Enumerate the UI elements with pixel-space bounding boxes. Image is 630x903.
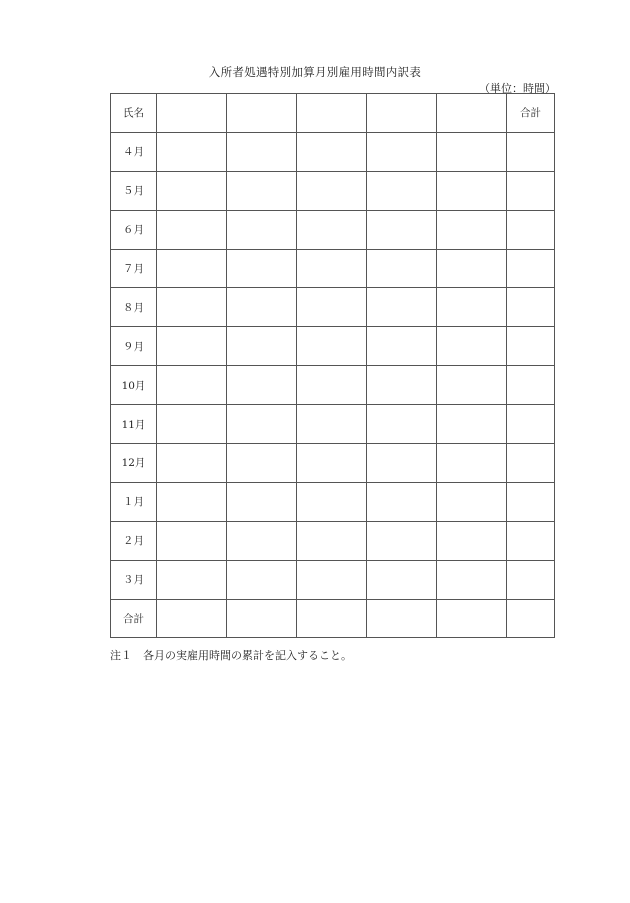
row-label-cell: 10月 (111, 366, 157, 405)
row-total-cell[interactable] (507, 405, 555, 444)
hours-entry-cell[interactable] (367, 366, 437, 405)
row-label-cell: ３月 (111, 560, 157, 599)
hours-entry-cell[interactable] (367, 132, 437, 171)
hours-entry-cell[interactable] (227, 288, 297, 327)
table-row (111, 560, 555, 599)
row-total-cell[interactable] (507, 599, 555, 638)
hours-entry-cell[interactable] (437, 444, 507, 483)
table-row (111, 444, 555, 483)
hours-entry-cell[interactable] (367, 599, 437, 638)
hours-entry-cell[interactable] (227, 171, 297, 210)
hours-entry-cell[interactable] (157, 444, 227, 483)
footnote: 注１ 各月の実雇用時間の累計を記入すること。 (110, 649, 352, 662)
table-row (111, 327, 555, 366)
hours-entry-cell[interactable] (227, 327, 297, 366)
hours-entry-cell[interactable] (367, 171, 437, 210)
hours-entry-cell[interactable] (157, 482, 227, 521)
name-entry-cell[interactable] (297, 94, 367, 133)
hours-entry-cell[interactable] (157, 599, 227, 638)
hours-entry-cell[interactable] (367, 521, 437, 560)
hours-entry-cell[interactable] (437, 405, 507, 444)
row-label-cell: ５月 (111, 171, 157, 210)
name-header-cell: 氏名 (111, 94, 157, 133)
hours-entry-cell[interactable] (157, 249, 227, 288)
hours-entry-cell[interactable] (297, 405, 367, 444)
table-row (111, 482, 555, 521)
row-total-cell[interactable] (507, 288, 555, 327)
hours-entry-cell[interactable] (437, 366, 507, 405)
row-label-cell: 12月 (111, 444, 157, 483)
name-entry-cell[interactable] (367, 94, 437, 133)
document-title: 入所者処遇特別加算月別雇用時間内訳表 (208, 65, 422, 79)
monthly-hours-table (110, 93, 555, 638)
hours-entry-cell[interactable] (367, 482, 437, 521)
row-label-cell: ９月 (111, 327, 157, 366)
hours-entry-cell[interactable] (367, 327, 437, 366)
hours-entry-cell[interactable] (437, 288, 507, 327)
table-row (111, 210, 555, 249)
hours-entry-cell[interactable] (157, 521, 227, 560)
hours-entry-cell[interactable] (227, 560, 297, 599)
hours-entry-cell[interactable] (297, 132, 367, 171)
hours-entry-cell[interactable] (367, 444, 437, 483)
hours-entry-cell[interactable] (297, 210, 367, 249)
hours-entry-cell[interactable] (157, 171, 227, 210)
hours-entry-cell[interactable] (297, 560, 367, 599)
table-row (111, 171, 555, 210)
row-total-cell[interactable] (507, 210, 555, 249)
hours-entry-cell[interactable] (157, 132, 227, 171)
hours-entry-cell[interactable] (227, 405, 297, 444)
hours-entry-cell[interactable] (227, 249, 297, 288)
hours-entry-cell[interactable] (437, 599, 507, 638)
hours-entry-cell[interactable] (437, 482, 507, 521)
hours-entry-cell[interactable] (227, 132, 297, 171)
hours-entry-cell[interactable] (367, 288, 437, 327)
hours-entry-cell[interactable] (227, 366, 297, 405)
hours-entry-cell[interactable] (157, 288, 227, 327)
table-row (111, 366, 555, 405)
row-label-cell: ２月 (111, 521, 157, 560)
name-entry-cell[interactable] (157, 94, 227, 133)
row-total-cell[interactable] (507, 521, 555, 560)
table-row (111, 599, 555, 638)
hours-entry-cell[interactable] (297, 366, 367, 405)
row-total-cell[interactable] (507, 444, 555, 483)
hours-entry-cell[interactable] (437, 171, 507, 210)
hours-entry-cell[interactable] (437, 249, 507, 288)
header-row (111, 94, 555, 133)
hours-entry-cell[interactable] (157, 327, 227, 366)
row-label-cell: ８月 (111, 288, 157, 327)
hours-entry-cell[interactable] (437, 521, 507, 560)
hours-entry-cell[interactable] (157, 210, 227, 249)
row-label-cell: １月 (111, 482, 157, 521)
unit-label: （単位：時間） (479, 82, 556, 95)
hours-entry-cell[interactable] (297, 327, 367, 366)
hours-entry-cell[interactable] (297, 599, 367, 638)
row-label-cell: ７月 (111, 249, 157, 288)
row-total-cell[interactable] (507, 327, 555, 366)
hours-entry-cell[interactable] (297, 288, 367, 327)
hours-entry-cell[interactable] (297, 521, 367, 560)
hours-entry-cell[interactable] (297, 482, 367, 521)
row-label-cell: 合計 (111, 599, 157, 638)
row-total-cell[interactable] (507, 171, 555, 210)
row-total-cell[interactable] (507, 482, 555, 521)
hours-entry-cell[interactable] (227, 599, 297, 638)
row-label-cell: ６月 (111, 210, 157, 249)
row-total-cell[interactable] (507, 132, 555, 171)
row-total-cell[interactable] (507, 560, 555, 599)
hours-entry-cell[interactable] (437, 327, 507, 366)
hours-entry-cell[interactable] (157, 366, 227, 405)
name-entry-cell[interactable] (437, 94, 507, 133)
table-row (111, 521, 555, 560)
hours-entry-cell[interactable] (367, 210, 437, 249)
hours-entry-cell[interactable] (367, 560, 437, 599)
hours-entry-cell[interactable] (437, 560, 507, 599)
table-row (111, 288, 555, 327)
table-row (111, 405, 555, 444)
hours-entry-cell[interactable] (437, 132, 507, 171)
hours-entry-cell[interactable] (157, 405, 227, 444)
hours-entry-cell[interactable] (367, 405, 437, 444)
name-entry-cell[interactable] (227, 94, 297, 133)
hours-entry-cell[interactable] (437, 210, 507, 249)
hours-entry-cell[interactable] (297, 444, 367, 483)
row-total-cell[interactable] (507, 249, 555, 288)
hours-entry-cell[interactable] (227, 210, 297, 249)
table-row (111, 132, 555, 171)
total-header-cell: 合計 (507, 94, 555, 133)
hours-entry-cell[interactable] (297, 171, 367, 210)
hours-entry-cell[interactable] (227, 444, 297, 483)
hours-entry-cell[interactable] (227, 482, 297, 521)
table-row (111, 249, 555, 288)
row-label-cell: 11月 (111, 405, 157, 444)
hours-entry-cell[interactable] (367, 249, 437, 288)
row-label-cell: ４月 (111, 132, 157, 171)
hours-entry-cell[interactable] (297, 249, 367, 288)
row-total-cell[interactable] (507, 366, 555, 405)
hours-entry-cell[interactable] (227, 521, 297, 560)
hours-entry-cell[interactable] (157, 560, 227, 599)
